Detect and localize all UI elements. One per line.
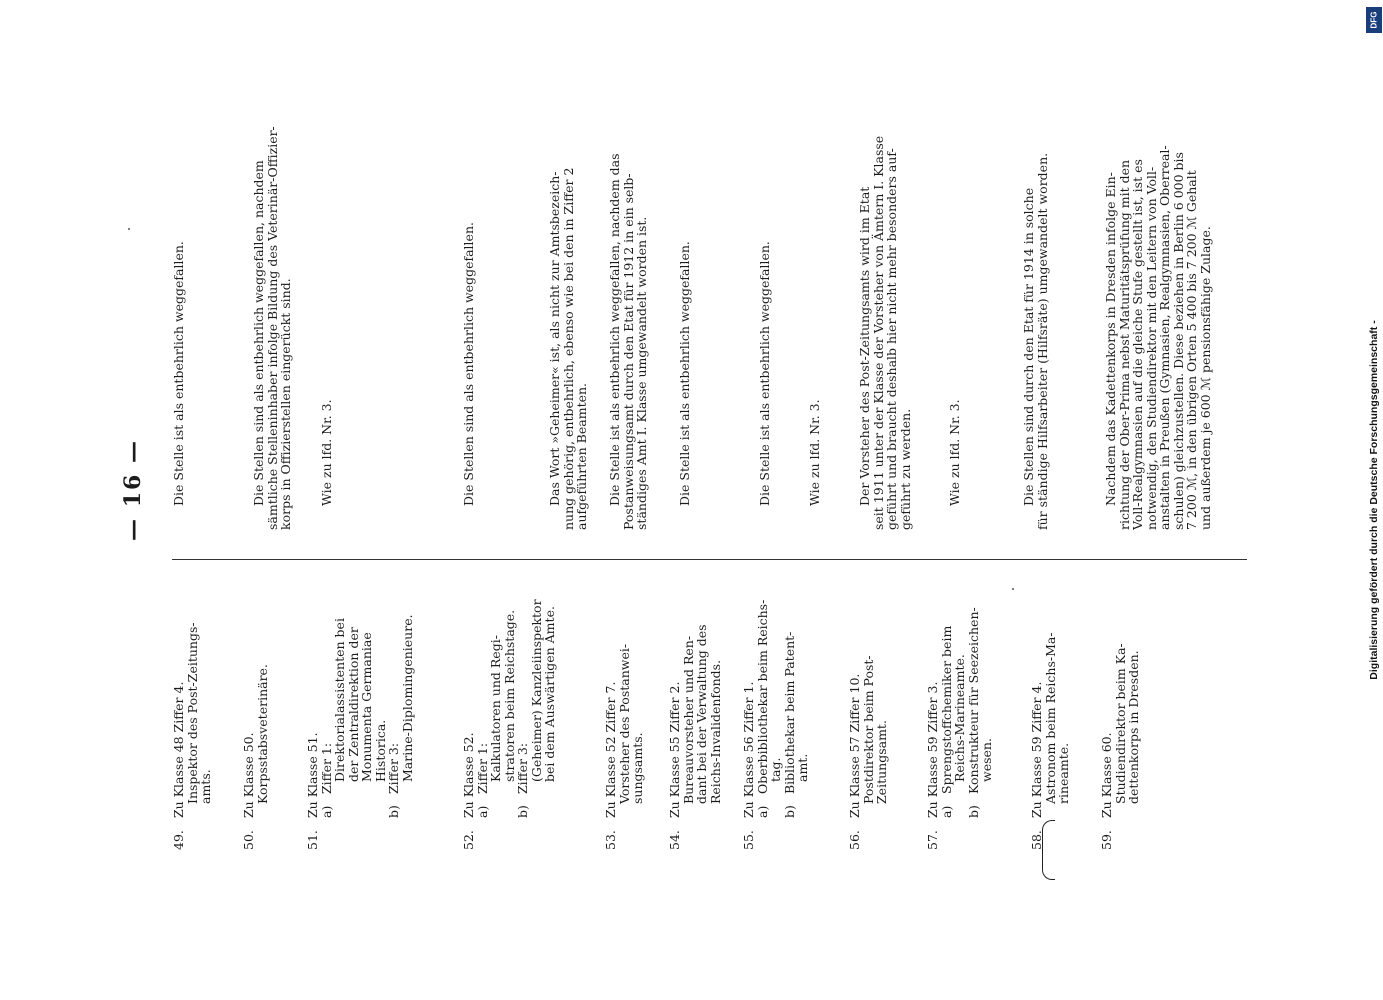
entry-heading: Zu Klasse 51. [305, 732, 320, 818]
remark-line: richtung der Ober-Prima nebst Maturitätsprüfung mit den [1116, 159, 1132, 530]
entry-heading: Zu Klasse 59 Ziffer 4. [1029, 681, 1044, 818]
remark-line: Die Stelle ist als entbehrlich weggefallen. [757, 241, 772, 506]
entry-line: dant bei der Verwaltung des [694, 624, 709, 804]
subitem-line: Reichs-Marineamte. [952, 654, 967, 782]
entry-line: Bureauvorsteher und Ren- [680, 635, 696, 804]
subitem-text [967, 565, 994, 794]
subitem-text [476, 565, 517, 794]
remark-line: Die Stellen sind als entbehrlich weggefallen, nachdem [251, 160, 266, 506]
remark-line: Die Stellen sind als entbehrlich weggefallen. [461, 222, 476, 506]
remark-line: aufgeführten Beamten. [574, 382, 589, 530]
entry-subitem [320, 565, 388, 818]
subitem-line: der Zentraldirektion der [345, 627, 361, 782]
subitem-line: amt. [795, 753, 810, 782]
entry-body [1100, 565, 1141, 818]
entry-subitem [387, 565, 414, 818]
entry-body [742, 565, 810, 818]
subitem-line: Monumenta Germaniae [359, 632, 374, 782]
remark-line: Die Stelle ist als entbehrlich weggefallen. [677, 241, 692, 506]
subitem-line: Direktorialassistenten bei [332, 618, 347, 782]
entry-heading: Zu Klasse 59 Ziffer 3. [925, 681, 940, 818]
subitem-line: Bibliothekar beim Patent- [781, 631, 797, 794]
subitem-label: a) [754, 805, 770, 818]
entry-body [668, 565, 722, 818]
remark-line: korps in Offizierstellen eingerückt sind. [278, 278, 293, 530]
entry-heading: Zu Klasse 48 Ziffer 4. [171, 681, 186, 818]
entry-body [462, 565, 557, 818]
entry-subitem [516, 565, 557, 818]
remark-line: Voll-Realgymnasien auf die gleiche Stufe gestellt ist, ist es [1130, 159, 1145, 530]
remark-line: Postanweisungsamt durch den Etat für 1912 in ein selb- [620, 173, 636, 530]
entry-number: 57. [925, 830, 940, 850]
subitem-line: Oberbibliothekar beim Reichs- [754, 599, 770, 794]
scan-speck [1012, 588, 1014, 590]
entry-body [1030, 565, 1071, 818]
remark-paragraph [678, 50, 692, 530]
subitem-label: b) [386, 805, 401, 818]
subitem-line: stratoren beim Reichstage. [501, 609, 517, 782]
remark-line: Das Wort »Geheimer« ist, als nicht zur Amtsbezeich- [547, 171, 562, 506]
remark-line: Wie zu lfd. Nr. 3. [319, 399, 334, 506]
brace-bracket [1042, 820, 1055, 880]
remark-paragraph [548, 50, 589, 530]
subitem-label: b) [781, 805, 797, 818]
subitem-text [940, 565, 967, 794]
remark-paragraph [608, 50, 649, 530]
subitem-line: Ziffer 1: [474, 742, 490, 794]
remark-paragraph [172, 50, 186, 530]
remark-line: schulen) gleichzustellen. Diese beziehen in Berlin 6 000 bis [1170, 152, 1186, 530]
remark-paragraph [948, 50, 962, 530]
remark-line: Die Stelle ist als entbehrlich weggefallen, nachdem das [607, 153, 622, 506]
remark-line: 7 200 ℳ, in den übrigen Orten 5 400 bis 7 200 ℳ Gehalt [1184, 170, 1199, 530]
entry-number: 52. [461, 830, 476, 850]
entry-body [848, 565, 889, 818]
subitem-line: wesen. [979, 738, 994, 782]
subitem-label: b) [515, 805, 530, 818]
page-number: — 16 — [120, 439, 146, 541]
entry-body [604, 565, 645, 818]
subitem-line: Marine-Diplomingenieure. [399, 614, 415, 782]
subitem-line: Ziffer 3: [515, 742, 530, 794]
entry-heading: Zu Klasse 52. [461, 732, 476, 818]
entry-heading: Zu Klasse 50. [241, 732, 256, 818]
remark-line: ständiges Amt I. Klasse umgewandelt worden ist. [634, 216, 649, 530]
entry-heading: Zu Klasse 60. [1099, 732, 1114, 818]
entry-number: 58. [1029, 830, 1044, 850]
subitem-line: bei dem Auswärtigen Amte. [542, 606, 557, 782]
subitem-line: Konstrukteur für Seezeichen- [965, 607, 981, 794]
subitem-text [516, 565, 557, 794]
remark-paragraph [758, 50, 772, 530]
entry-line: rineamte. [1056, 742, 1071, 804]
subitem-label: a) [474, 805, 490, 818]
remark-line: geführt und braucht deshalb hier nicht mehr besonders auf- [884, 148, 899, 530]
entry-number: 54. [667, 830, 682, 850]
remark-line: seit 1911 unter der Klasse der Vorsteher von Ämtern I. Klasse [870, 135, 886, 530]
entry-line: Inspektor des Post-Zeitungs- [184, 622, 200, 804]
subitem-text [756, 565, 783, 794]
subitem-label: b) [965, 805, 981, 818]
scan-speck [128, 228, 130, 230]
remark-line: Wie zu lfd. Nr. 3. [807, 399, 822, 506]
entry-subitem [967, 565, 994, 818]
dfg-credit-strip [1365, 0, 1383, 1000]
remark-line: nung gehörig, entbehrlich, ebenso wie bei den in Ziffer 2 [560, 167, 576, 530]
subitem-text [387, 565, 414, 794]
remark-paragraph [252, 50, 293, 530]
subitem-line: Sprengstoffchemiker beim [938, 625, 954, 794]
subitem-line: Kalkulatoren und Regi- [488, 635, 503, 782]
entry-heading: Zu Klasse 57 Ziffer 10. [847, 673, 862, 818]
entry-heading: Zu Klasse 56 Ziffer 1. [741, 681, 756, 818]
dfg-credit-text: Digitalisierung gefördert durch die Deutsche Forschungsgemeinschaft - [1368, 320, 1380, 680]
remark-line: geführt zu werden. [897, 408, 913, 530]
subitem-text [783, 565, 810, 794]
entry-line: Reichs-Invalidenfonds. [707, 659, 723, 804]
entry-body [926, 565, 994, 818]
entry-line: dettenkorps in Dresden. [1126, 650, 1141, 804]
remark-paragraph [1104, 50, 1212, 530]
entry-number: 50. [241, 830, 256, 850]
entry-number: 51. [305, 830, 320, 850]
entry-line: Zeitungsamt. [874, 720, 889, 804]
remark-paragraph [1022, 50, 1049, 530]
dfg-logo: DFG [1366, 7, 1382, 33]
entry-line: Vorsteher des Postanwei- [616, 643, 632, 804]
entry-body [306, 565, 414, 818]
remark-line: Wie zu lfd. Nr. 3. [947, 399, 962, 506]
entry-subitem [476, 565, 517, 818]
entry-number: 55. [741, 830, 756, 850]
subitem-line: tag. [768, 757, 783, 782]
remark-line: sämtliche Stelleninhaber infolge Bildung des Veterinär-Offizier- [264, 126, 280, 530]
remark-line: notwendig, den Studiendirektor mit den Leitern von Voll- [1143, 166, 1159, 530]
entry-subitem [940, 565, 967, 818]
subitem-label: a) [318, 805, 334, 818]
entry-body [242, 565, 269, 818]
entry-line: Postdirektor beim Post- [860, 655, 876, 804]
entry-number: 53. [603, 830, 618, 850]
entry-line: Astronom beim Reichs-Ma- [1042, 632, 1058, 804]
entry-body [172, 565, 213, 818]
remark-line: Der Vorsteher des Post-Zeitungsamts wird im Etat [857, 186, 872, 506]
remark-paragraph [808, 50, 822, 530]
entry-line: sungsamts. [630, 732, 645, 804]
entry-heading: Zu Klasse 55 Ziffer 2. [667, 681, 682, 818]
subitem-label: a) [938, 805, 954, 818]
subitem-line: (Geheimer) Kanzleiinspektor [528, 599, 544, 782]
entry-line: Studiendirektor beim Ka- [1112, 643, 1128, 804]
column-divider [172, 559, 1247, 560]
entry-number: 56. [847, 830, 862, 850]
subitem-line: Ziffer 3: [386, 742, 401, 794]
remark-paragraph [320, 50, 334, 530]
entry-line: Korpsstabsveterinäre. [254, 664, 270, 804]
remark-line: und außerdem je 600 ℳ pensionsfähige Zulage. [1197, 226, 1213, 530]
entry-number: 59. [1099, 830, 1114, 850]
remark-paragraph [462, 50, 476, 530]
remark-line: Nachdem das Kadettenkorps in Dresden infolge Ein- [1103, 172, 1118, 506]
remark-line: Die Stelle ist als entbehrlich weggefallen. [171, 241, 186, 506]
subitem-text [320, 565, 388, 794]
entry-subitem [783, 565, 810, 818]
remark-line: Die Stellen sind durch den Etat für 1914 in solche [1021, 187, 1036, 506]
remark-line: anstalten in Preußen (Gymnasien, Realgymnasien, Oberreal- [1157, 145, 1172, 530]
subitem-line: Historica. [372, 719, 388, 782]
remark-line: für ständige Hilfsarbeiter (Hilfsräte) umgewandelt worden. [1034, 152, 1050, 530]
remark-paragraph [858, 50, 912, 530]
entry-line: amts. [198, 769, 213, 804]
entry-heading: Zu Klasse 52 Ziffer 7. [603, 681, 618, 818]
entry-subitem [756, 565, 783, 818]
subitem-line: Ziffer 1: [318, 742, 334, 794]
entry-number: 49. [171, 830, 186, 850]
